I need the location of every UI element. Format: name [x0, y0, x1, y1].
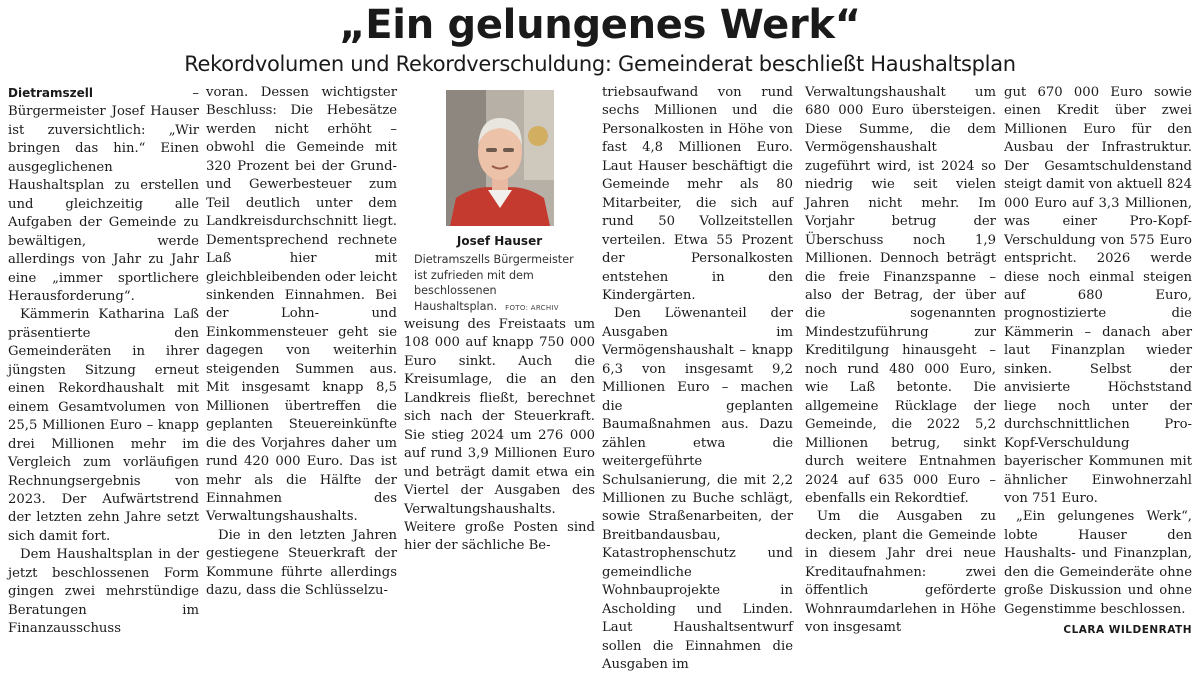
paragraph [8, 84, 199, 306]
paragraph: „Ein gelungenes Werk“, lobte Hauser den Haushalts- und Finanzplan, den die Gemeinderäte ohne große Diskussion und ohne Gegenstimme beschlossen. [1004, 509, 1192, 617]
paragraph: voran. Dessen wichtigster Beschluss: Die Hebesätze werden nicht erhöht – obwohl die Gemeinde mit 320 Prozent bei der Grund- und Gewerbesteuer zum Teil deutlich unter dem Landkreisdurchschnitt liegt. Dementsprechend rechnete Laß hier mit gleichbleibenden oder leicht sinkenden Einnahmen. Bei der Lohn- und Einkommensteuer geht sie dagegen von weiterhin steigenden Summen aus. Mit insgesamt knapp 8,5 Millionen übertreffen die geplanten Steuereinkünfte die des Vorjahres daher um rund 420 000 Euro. Das ist mehr als die Hälfte der Einnahmen des Verwaltungshaushalts. [206, 85, 398, 525]
paragraph: Verwaltungshaushalt um 680 000 Euro übersteigen. Diese Summe, die dem Vermögenshaushalt zugeführt wird, ist 2024 so niedrig wie seit vielen Jahren nicht mehr. Im Vorjahr betrug der Überschuss noch 1,9 Millionen. Dennoch beträgt die freie Finanzspanne – also der Betrag, der über die sogenannten Mindestzuführung zur Kreditilgung hinausgeht – noch rund 480 000 Euro, wie Laß betonte. Die allgemeine Rücklage der Gemeinde, die 2022 5,2 Millionen betrug, sinkt durch weitere Entnahmen 2024 auf 635 000 Euro – ebenfalls ein Rekordtief. [805, 85, 996, 506]
article-column-2 [206, 84, 398, 599]
article-column-4 [602, 84, 793, 673]
paragraph: Um die Ausgaben zu decken, plant die Gemeinde in diesem Jahr drei neue Kreditaufnahmen: zwei öffentlich geförderte Wohnraumdarlehen in Höhe von insgesamt [805, 509, 996, 636]
photo-credit: FOTO: ARCHIV [505, 303, 559, 312]
headline: „Ein gelungenes Werk“ [339, 2, 861, 48]
paragraph: Den Löwenanteil der Ausgaben im Vermögenshaushalt – knapp 6,3 von insgesamt 9,2 Millionen Euro – machen die geplanten Baumaßnahmen aus. Dazu zählen etwa die weitergeführte Schulsanierung, die mit 2,2 Millionen zu Buche schlägt, sowie Straßenarbeiten, der Breitbandausbau, Katastrophenschutz und gemeindliche Wohnbauprojekte in Ascholding und Linden. Laut Haushaltsentwurf sollen die Einnahmen die Ausgaben im [602, 306, 793, 673]
portrait-photo [446, 90, 554, 226]
paragraph: weisung des Freistaats um 108 000 auf knapp 750 000 Euro sinkt. Auch die Kreisumlage, die an den Landkreis fließt, berechnet sich nach der Steuerkraft. Sie stieg 2024 um 276 000 auf rund 3,9 Millionen Euro und beträgt damit etwa ein Viertel der Ausgaben des Verwaltungshaushalts. Weitere große Posten sind hier der sächliche Be- [404, 317, 595, 554]
paragraph: Dem Haushaltsplan in der jetzt beschlossenen Form gingen zwei mehrstündige Beratungen im Finanzausschuss [8, 547, 199, 637]
paragraph-text: – Bürgermeister Josef Hauser ist zuversichtlich: „Wir bringen das hin.“ Einen ausgeglichenen Haushaltsplan zu erstellen und gleichzeitig alle Aufgaben der Gemeinde zu bewältigen, werde allerdings von Jahr zu Jahr eine „immer sportlichere Herausforderung“. [8, 86, 199, 304]
paragraph: triebsaufwand von rund sechs Millionen und die Personalkosten in Höhe von fast 4,8 Millionen Euro. Laut Hauser beschäftigt die Gemeinde mehr als 80 Mitarbeiter, die sich auf rund 50 Vollzeitstellen verteilen. Etwa 55 Prozent der Personalkosten entstehen in den Kindergärten. [602, 85, 793, 303]
article-column-5 [805, 84, 996, 636]
caption-text: Dietramszells Bürgermeister ist zufrieden mit dem beschlossenen Haushaltsplan. [414, 253, 574, 313]
paragraph: Kämmerin Katharina Laß präsentierte den Gemeinderäten in ihrer jüngsten Sitzung erneut einen Rekordhaushalt mit einem Gesamtvolumen von 25,5 Millionen Euro – knapp drei Millionen mehr im Vergleich zum vorläufigen Rechnungsergebnis von 2023. Der Aufwärtstrend der letzten zehn Jahre setzt sich damit fort. [8, 307, 199, 544]
subheadline: Rekordvolumen und Rekordverschuldung: Gemeinderat beschließt Haushaltsplan [184, 52, 1016, 76]
article-column-6 [1004, 84, 1192, 637]
paragraph: Die in den letzten Jahren gestiegene Steuerkraft der Kommune führte allerdings dazu, dass die Schlüsselzu- [206, 527, 397, 599]
dateline: Dietramszell [8, 86, 93, 100]
article-column-1 [8, 84, 199, 637]
photo-block [404, 84, 595, 312]
photo-caption [414, 252, 589, 316]
paragraph: gut 670 000 Euro sowie einen Kredit über zwei Millionen Euro für den Ausbau der Infrastruktur. Der Gesamtschuldenstand steigt damit von aktuell 824 000 Euro auf 3,3 Millionen, was einer Pro-Kopf-Verschuldung von 575 Euro entspricht. 2026 werde diese noch einmal steigen auf 680 Euro, prognostizierte die Kämmerin – danach aber laut Finanzplan wieder sinken. Selbst der anvisierte Höchststand liege noch unter der durchschnittlichen Pro-Kopf-Verschuldung bayerischer Kommunen mit ähnlicher Einwohnerzahl von 751 Euro. [1004, 85, 1192, 506]
article-column-3 [404, 316, 595, 554]
author-byline: CLARA WILDENRATH [1063, 624, 1192, 637]
caption-name: Josef Hauser [456, 234, 543, 248]
